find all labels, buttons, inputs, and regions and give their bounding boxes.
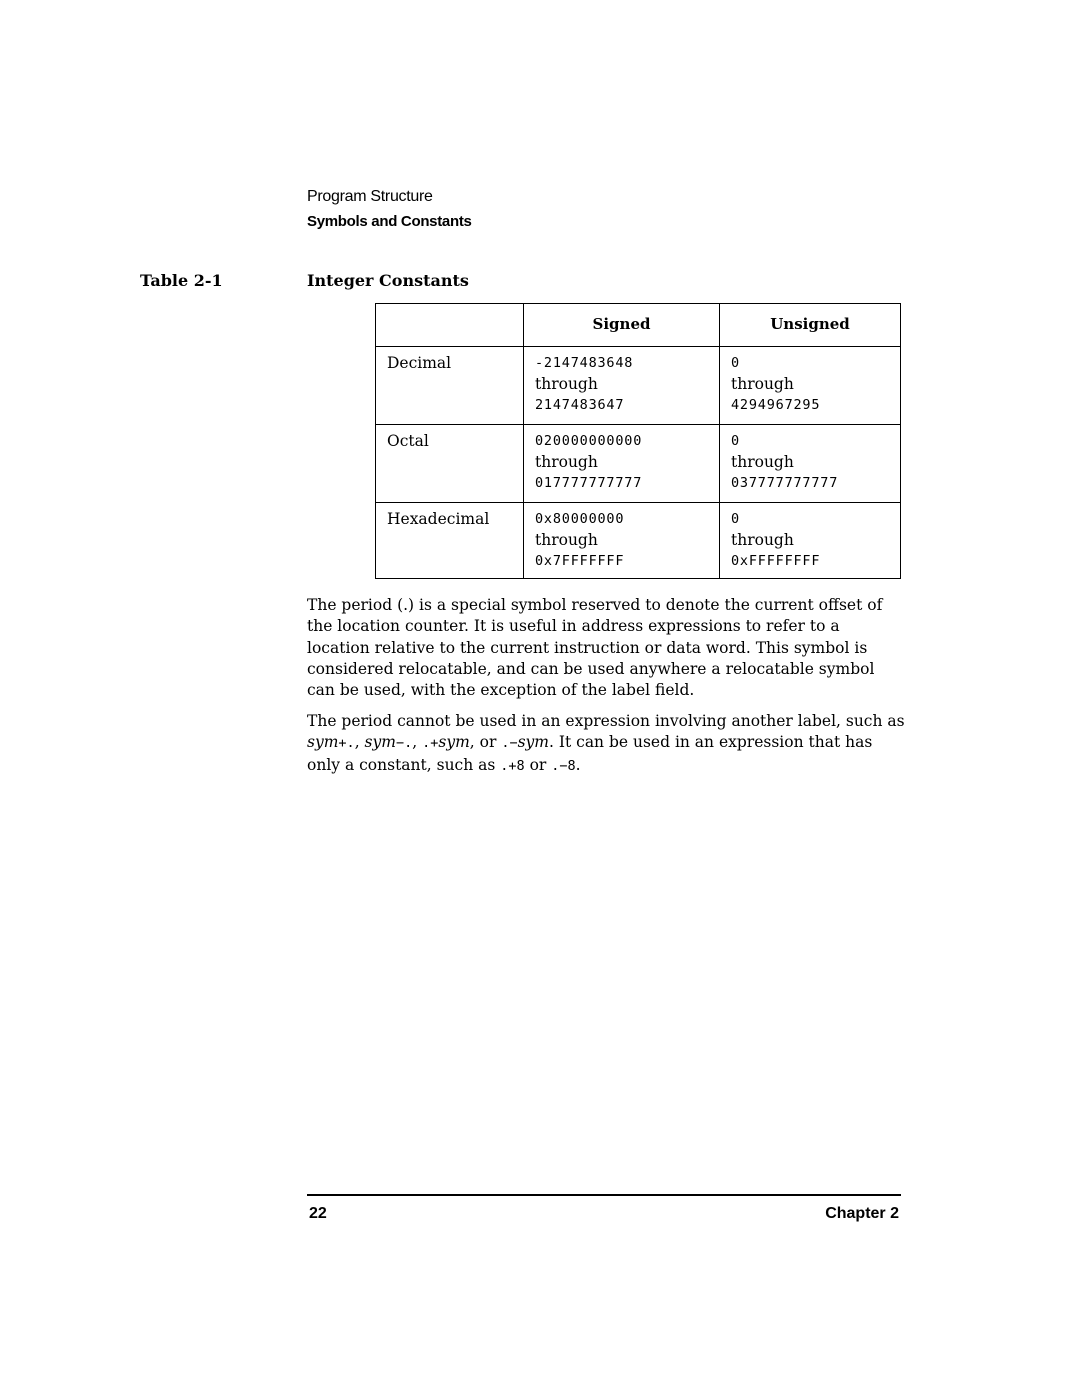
running-header-subsection: Symbols and Constants <box>307 213 472 230</box>
range-start: 0x80000000 <box>535 511 625 527</box>
range-through: through <box>535 453 598 471</box>
paragraph-period-symbol: The period (.) is a special symbol reserved to denote the current offset of the location counter. It is useful in address expressions to refer to a location relative to the current instruction or data word. This symbol is considered relocatable, and can be used anywhere a relocatable symbol can be used, with the exception of the label field. <box>307 596 883 700</box>
range-start: 0 <box>731 433 740 449</box>
unsigned-range-cell <box>720 346 900 424</box>
unsigned-range-cell <box>720 424 900 502</box>
table-row <box>376 346 900 425</box>
page-number: 22 <box>309 1205 327 1222</box>
running-header-section: Program Structure <box>307 188 433 205</box>
column-header-unsigned: Unsigned <box>770 315 850 333</box>
signed-range-cell <box>524 424 719 502</box>
column-header-blank <box>376 304 523 346</box>
paragraph-period-restrictions: The period cannot be used in an expression involving another label, such as sym+., sym−., .+sym, or .−sym. It can be used in an expression that has only a constant, such as .+8 or .−8. <box>307 712 905 774</box>
signed-range-cell <box>524 502 719 578</box>
range-through: through <box>535 375 598 393</box>
range-through: through <box>535 531 598 549</box>
table-header-row <box>376 304 900 347</box>
row-label: Hexadecimal <box>387 510 490 528</box>
row-label: Decimal <box>387 354 452 372</box>
column-header-signed: Signed <box>592 315 651 333</box>
range-end: 037777777777 <box>731 475 839 491</box>
range-end: 017777777777 <box>535 475 643 491</box>
range-end: 0xFFFFFFFF <box>731 553 821 569</box>
range-through: through <box>731 375 794 393</box>
range-start: 0 <box>731 355 740 371</box>
range-end: 0x7FFFFFFF <box>535 553 625 569</box>
table-row <box>376 502 900 578</box>
range-through: through <box>731 531 794 549</box>
footer-rule <box>307 1194 901 1196</box>
range-start: 0 <box>731 511 740 527</box>
range-end: 2147483647 <box>535 397 625 413</box>
table-title: Integer Constants <box>307 271 469 290</box>
table-number: Table 2-1 <box>140 271 223 290</box>
chapter-label: Chapter 2 <box>825 1205 899 1222</box>
range-end: 4294967295 <box>731 397 821 413</box>
range-through: through <box>731 453 794 471</box>
range-start: -2147483648 <box>535 355 634 371</box>
integer-constants-table <box>375 303 901 579</box>
unsigned-range-cell <box>720 502 900 578</box>
row-label: Octal <box>387 432 429 450</box>
range-start: 020000000000 <box>535 433 643 449</box>
table-row <box>376 424 900 503</box>
signed-range-cell <box>524 346 719 424</box>
